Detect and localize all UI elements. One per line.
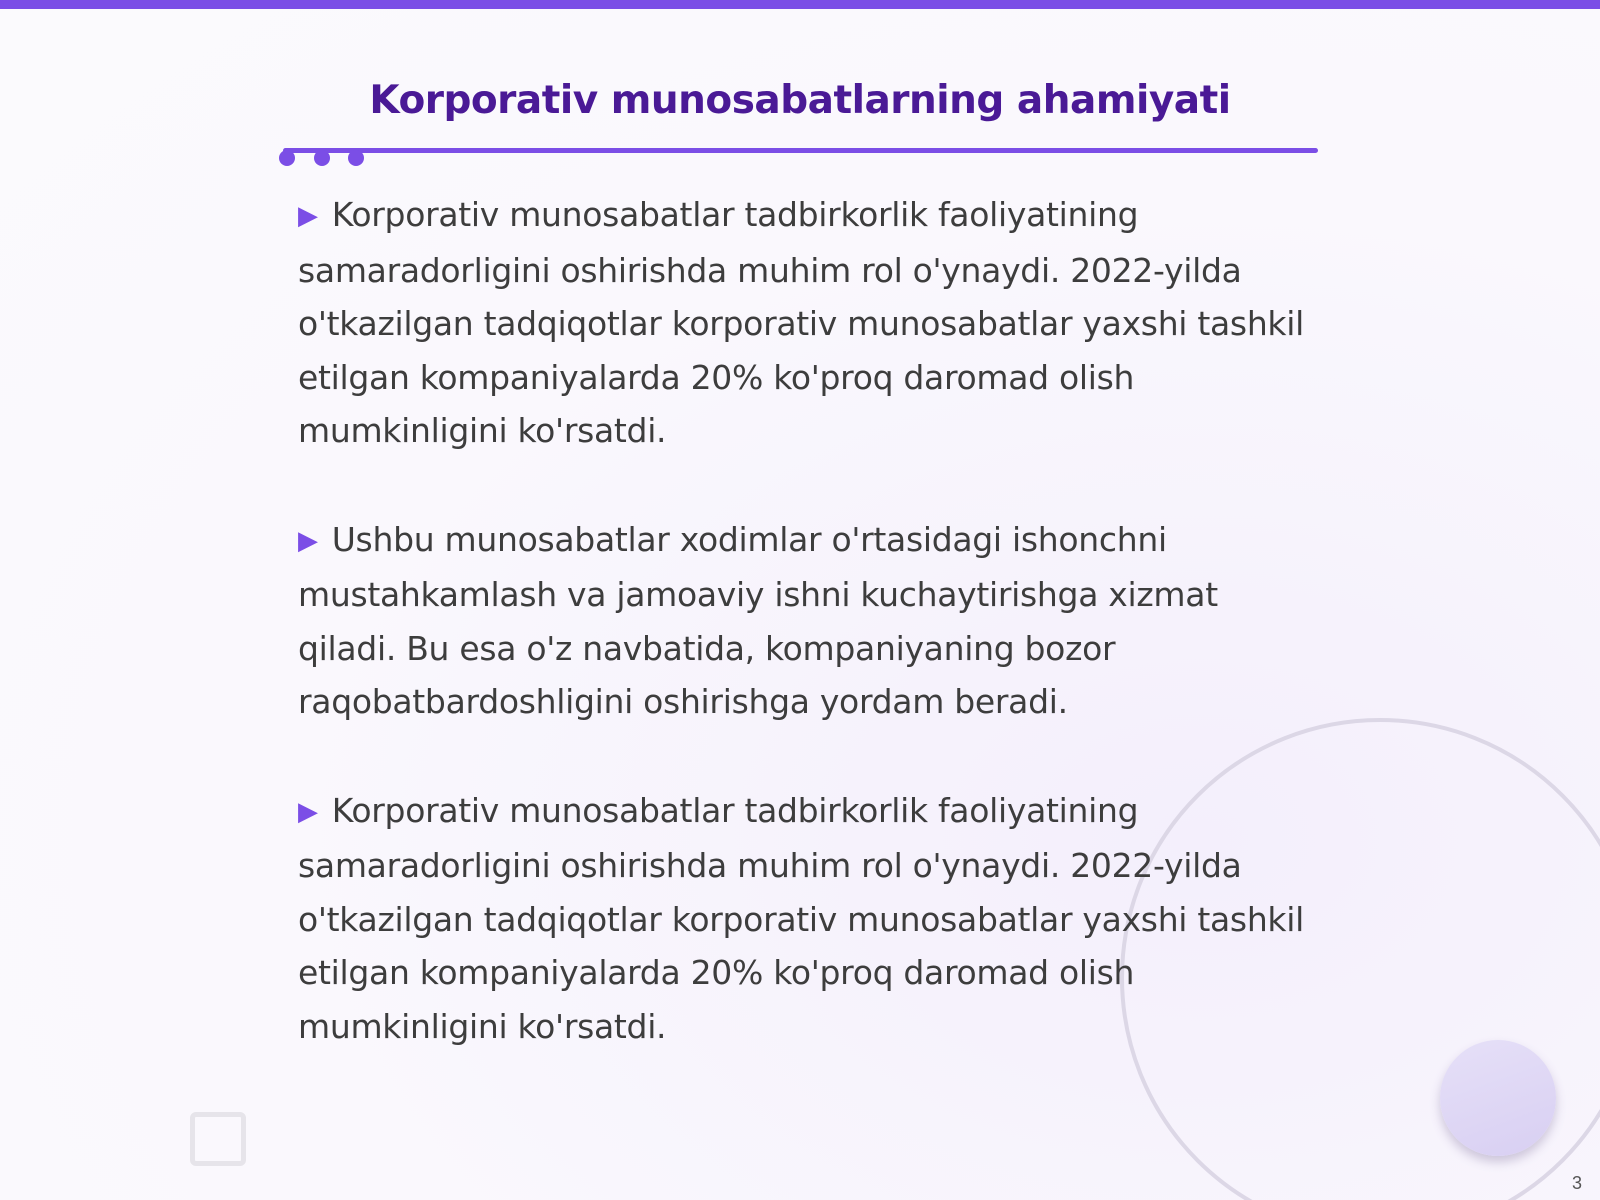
- slide-title: Korporativ munosabatlarning ahamiyati: [369, 78, 1231, 123]
- bullet-text: Korporativ munosabatlar tadbirkorlik faoliyatining samaradorligini oshirishda muhim rol o'ynaydi. 2022-yilda o'tkazilgan tadqiqotlar korporativ munosabatlar yaxshi tashkil etilgan kompaniyalarda 20% ko'proq daromad olish mumkinligini ko'rsatdi.: [298, 790, 1304, 1046]
- bullet-item: [298, 784, 1318, 1054]
- decorative-circle: [1440, 1040, 1556, 1156]
- triangle-right-icon: ▶: [298, 525, 318, 556]
- decorative-square: [190, 1112, 246, 1166]
- underline-dot: [314, 150, 330, 166]
- title-underline: [283, 148, 1318, 153]
- bullet-item: [298, 513, 1318, 729]
- triangle-right-icon: ▶: [298, 201, 318, 231]
- bullet-text: Korporativ munosabatlar tadbirkorlik faoliyatining samaradorligini oshirishda muhim rol o'ynaydi. 2022-yilda o'tkazilgan tadqiqotlar korporativ munosabatlar yaxshi tashkil etilgan kompaniyalarda 20% ko'proq daromad olish mumkinligini ko'rsatdi.: [298, 195, 1304, 450]
- bullet-item: [298, 188, 1318, 458]
- underline-dot: [279, 150, 295, 166]
- underline-dot: [348, 150, 364, 166]
- top-accent-bar: [0, 0, 1600, 9]
- page-number: 3: [1571, 1173, 1582, 1193]
- triangle-right-icon: ▶: [298, 796, 318, 827]
- bullet-text: Ushbu munosabatlar xodimlar o'rtasidagi ishonchni mustahkamlash va jamoaviy ishni kuchaytirishga xizmat qiladi. Bu esa o'z navbatida, kompaniyaning bozor raqobatbardoshligini oshirishga yordam beradi.: [298, 519, 1218, 721]
- bullet-list: [298, 188, 1318, 1108]
